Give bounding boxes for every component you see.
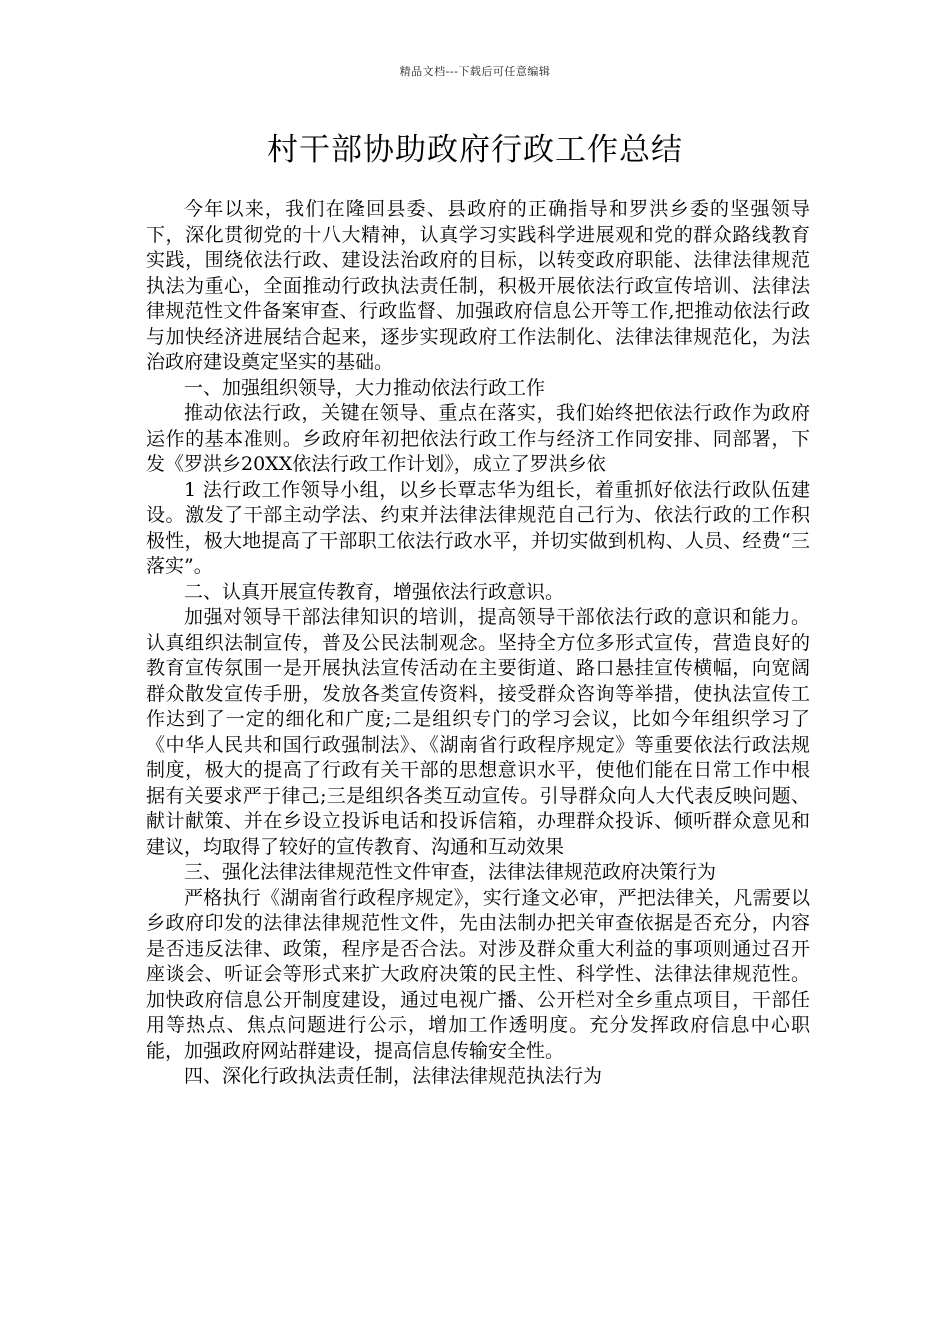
paragraph-section-2: 加强对领导干部法律知识的培训，提高领导干部依法行政的意识和能力。认真组织法制宣传，普及公民法制观念。坚持全方位多形式宣传，营造良好的教育宣传氛围一是开展执法宣传活动在主要街道、路口悬挂宣传横幅，向宽阔群众散发宣传手册，发放各类宣传资料，接受群众咨询等举措，使执法宣传工作达到了一定的细化和广度;二是组织专门的学习会议，比如今年组织学习了《中华人民共和国行政强制法》、《湖南省行政程序规定》等重要依法行政法规制度，极大的提高了行政有关干部的思想意识水平，使他们能在日常工作中根据有关要求严于律己;三是组织各类互动宣传。引导群众向人大代表反映问题、献计献策、并在乡设立投诉电话和投诉信箱，办理群众投诉、倾听群众意见和建议，均取得了较好的宣传教育、沟通和互动效果 bbox=[146, 606, 810, 858]
section-heading-1: 一、加强组织领导，大力推动依法行政工作 bbox=[184, 376, 546, 399]
paragraph-section-1b: 1 法行政工作领导小组，以乡长覃志华为组长，着重抓好依法行政队伍建设。激发了干部主动学法、约束并法律法律规范自己行为、依法行政的工作积极性，极大地提高了干部职工依法行政水平，并切实做到机构、人员、经费“三落实”。 bbox=[146, 478, 810, 577]
header-note: 精品文档---下载后可任意编辑 bbox=[399, 65, 551, 78]
section-heading-4: 四、深化行政执法责任制，法律法律规范执法行为 bbox=[184, 1065, 603, 1087]
document-title: 村干部协助政府行政工作总结 bbox=[267, 132, 683, 168]
paragraph-intro: 今年以来，我们在隆回县委、县政府的正确指导和罗洪乡委的坚强领导下，深化贯彻党的十八大精神，认真学习实践科学进展观和党的群众路线教育实践，围绕依法行政、建设法治政府的目标，以转变政府职能、法律法律规范执法为重心，全面推动行政执法责任制，积极开展依法行政宣传培训、法律法律规范性文件备案审查、行政监督、加强政府信息公开等工作,把推动依法行政与加快经济进展结合起来，逐步实现政府工作法制化、法律法律规范化，为法治政府建设奠定坚实的基础。 bbox=[146, 198, 810, 373]
section-heading-2: 二、认真开展宣传教育，增强依法行政意识。 bbox=[184, 580, 565, 603]
section-heading-3: 三、强化法律法律规范性文件审查，法律法律规范政府决策行为 bbox=[184, 861, 717, 883]
paragraph-section-3: 严格执行《湖南省行政程序规定》，实行逢文必审，严把法律关，凡需要以乡政府印发的法律法律规范性文件，先由法制办把关审查依据是否充分，内容是否违反法律、政策，程序是否合法。对涉及群众重大利益的事项则通过召开座谈会、听证会等形式来扩大政府决策的民主性、科学性、法律法律规范性。加快政府信息公开制度建设，通过电视广播、公开栏对全乡重点项目，干部任用等热点、焦点问题进行公示，增加工作透明度。充分发挥政府信息中心职能，加强政府网站群建设，提高信息传输安全性。 bbox=[146, 886, 810, 1062]
paragraph-section-1a: 推动依法行政，关键在领导、重点在落实，我们始终把依法行政作为政府运作的基本准则。乡政府年初把依法行政工作与经济工作同安排、同部署，下发《罗洪乡20XX依法行政工作计划》，成立了罗洪乡依 bbox=[146, 402, 810, 475]
document-body bbox=[146, 197, 810, 1090]
